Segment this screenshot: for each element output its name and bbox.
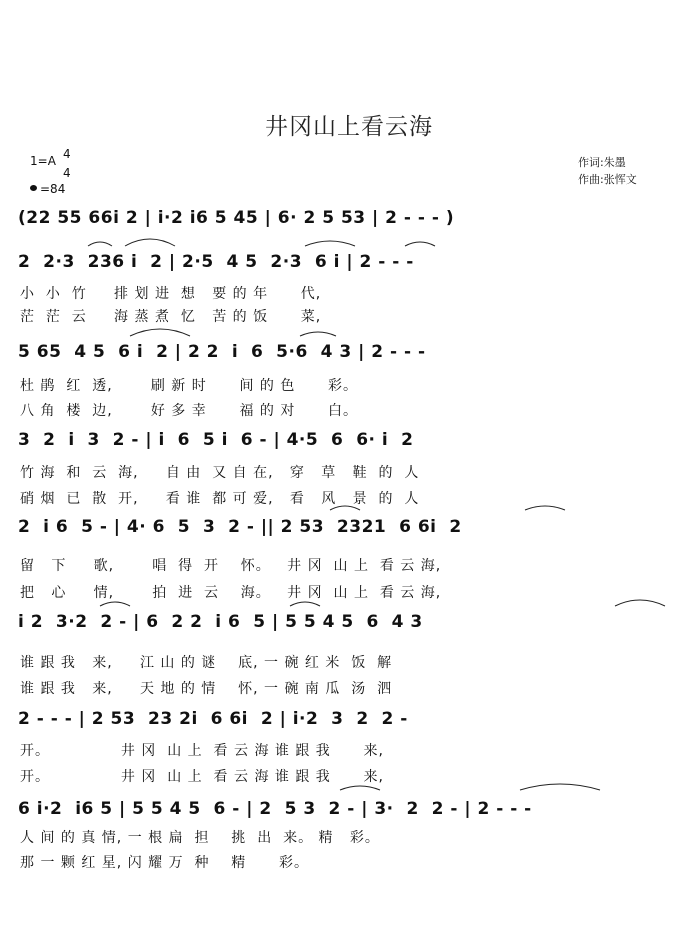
system-3-lyric-1: 竹 海 和 云 海, 自 由 又 自 在, 穿 草 鞋 的 人 (20, 465, 420, 481)
system-1-notes: 2 2·3 236 i 2 | 2·5 4 5 2·3 6 i | 2 - - - (18, 252, 414, 272)
system-1-lyric-2: 茫 茫 云 海 蒸 煮 忆 苦 的 饭 菜, (20, 309, 322, 325)
system-4-lyric-2: 把 心 情, 拍 进 云 海。 井 冈 山 上 看 云 海, (20, 585, 442, 601)
system-2-notes: 5 65 4 5 6 i 2 | 2 2 i 6 5·6 4 3 | 2 - - - (18, 342, 426, 362)
system-4-notes: 2 i 6 5 - | 4· 6 5 3 2 - || 2 53 2321 6 6i 2 (18, 517, 462, 537)
system-2-lyric-1: 杜 鹃 红 透, 刷 新 时 间 的 色 彩。 (20, 378, 359, 394)
key-signature: 1=A (30, 154, 56, 168)
system-5-lyric-2: 谁 跟 我 来, 天 地 的 情 怀, 一 碗 南 瓜 汤 泗 (20, 681, 393, 697)
time-signature-top: 4 (63, 147, 71, 161)
intro-notes: (22 55 66i 2 | i·2 i6 5 45 | 6· 2 5 53 | 2 - - - ) (18, 208, 455, 228)
system-6-lyric-1: 开。 井 冈 山 上 看 云 海 谁 跟 我 来, (20, 743, 384, 759)
lyricist-credit: 作词:朱墨 (578, 156, 626, 169)
time-signature-bottom: 4 (63, 166, 71, 180)
system-6-notes: 2 - - - | 2 53 23 2i 6 6i 2 | i·2 3 2 2 - (18, 709, 408, 729)
system-7-lyric-2: 那 一 颗 红 星, 闪 耀 万 种 精 彩。 (20, 855, 310, 871)
system-7-notes: 6 i·2 i6 5 | 5 5 4 5 6 - | 2 5 3 2 - | 3· 2 2 - | 2 - - - (18, 799, 532, 819)
system-3-notes: 3 2 i 3 2 - | i 6 5 i 6 - | 4·5 6 6· i 2 (18, 430, 414, 450)
system-7-lyric-1: 人 间 的 真 情, 一 根 扁 担 挑 出 来。 精 彩。 (20, 830, 380, 846)
system-6-lyric-2: 开。 井 冈 山 上 看 云 海 谁 跟 我 来, (20, 769, 384, 785)
tempo-marking: =84 (40, 182, 66, 196)
system-2-lyric-2: 八 角 楼 边, 好 多 幸 福 的 对 白。 (20, 403, 359, 419)
song-title: 井冈山上看云海 (265, 114, 433, 140)
system-5-lyric-1: 谁 跟 我 来, 江 山 的 谜 底, 一 碗 红 米 饭 解 (20, 655, 393, 671)
system-5-notes: i 2 3·2 2 - | 6 2 2 i 6 5 | 5 5 4 5 6 4 3 (18, 612, 423, 632)
system-3-lyric-2: 硝 烟 已 散 开, 看 谁 都 可 爱, 看 风 景 的 人 (20, 491, 420, 507)
composer-credit: 作曲:张恽文 (578, 173, 637, 186)
system-1-lyric-1: 小 小 竹 排 划 进 想 要 的 年 代, (20, 286, 322, 302)
system-4-lyric-1: 留 下 歌, 唱 得 开 怀。 井 冈 山 上 看 云 海, (20, 558, 442, 574)
